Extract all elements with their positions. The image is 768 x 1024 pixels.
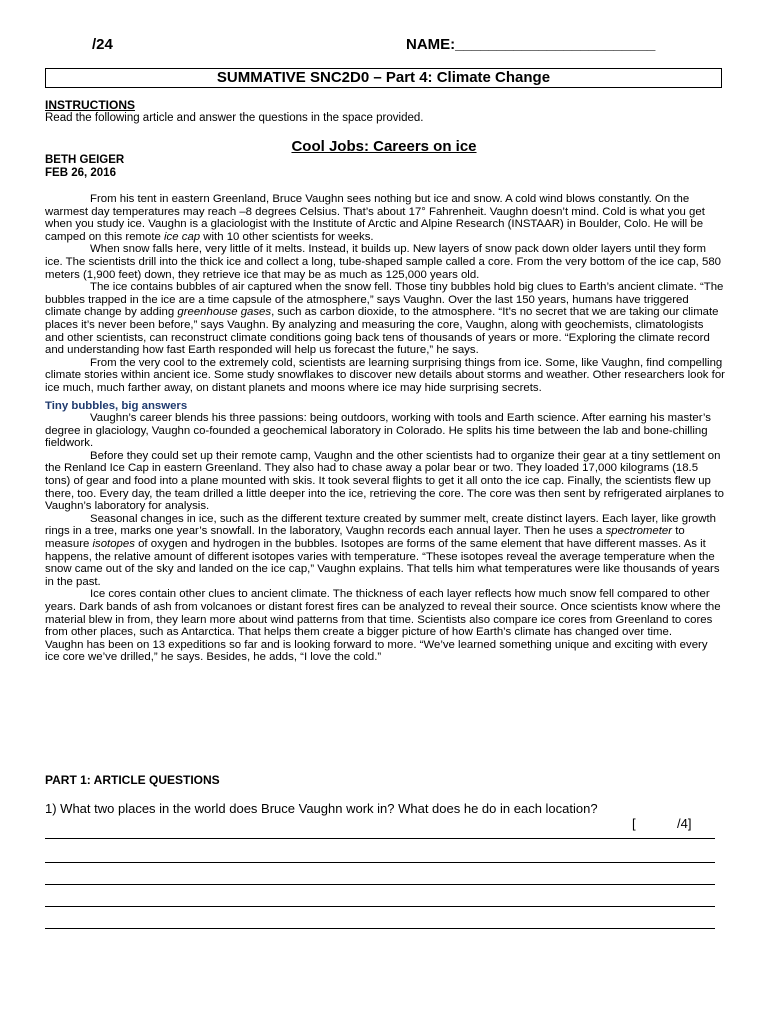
question-1: 1) What two places in the world does Bruce Vaughn work in? What does he do in each location? xyxy=(45,801,598,816)
article-byline xyxy=(45,154,124,180)
article-body xyxy=(45,193,725,664)
instructions-text: Read the following article and answer the questions in the space provided. xyxy=(45,112,424,124)
paragraph-5: Vaughn’s career blends his three passions: being outdoors, working with tools and Earth science. After earning his master’s degree in glaciology, Vaughn co-founded a geochemical laboratory in Colorado. He splits his time between the lab and bone-chilling fieldwork. xyxy=(45,412,711,450)
article-subheading: Tiny bubbles, big answers xyxy=(45,399,188,412)
paragraph-8: Ice cores contain other clues to ancient climate. The thickness of each layer reflects how much snow fell compared to other years. Dark bands of ash from volcanoes or distant forest fires can be analyzed to reveal their source. Once scientists know where the material blew in from, they learn more about wind patterns from that time. Scientists also compare ice cores from Greenland to cores from other places, such as Antarctica. That helps them create a bigger picture of how Earth’s climate has changed over time. xyxy=(45,588,721,639)
paragraph-9: Vaughn has been on 13 expeditions so far and is looking forward to more. “We’ve learned something unique and exciting with every ice core we’ve drilled,” he says. Besides, he adds, “I love the cold.” xyxy=(45,638,708,664)
article-date: FEB 26, 2016 xyxy=(45,167,116,179)
paragraph-1: From his tent in eastern Greenland, Bruce Vaughn sees nothing but ice and snow. A cold wind blows constantly. On the warmest day temperatures may reach –8 degrees Celsius. That’s about 17° Fahrenheit. Vaughn doesn’t mind. Cold is what you get when you study ice. Vaughn is a glaciologist with the Institute of Arctic and Alpine Research (INSTAAR) in Boulder, Colo. He will be camped on this remote ice cap with 10 other scientists for weeks. xyxy=(45,193,705,243)
article-title: Cool Jobs: Careers on ice xyxy=(291,138,477,155)
answer-line[interactable] xyxy=(45,862,715,863)
page-header xyxy=(0,36,768,56)
score-total: /24 xyxy=(92,36,113,53)
answer-line[interactable] xyxy=(45,928,715,929)
answer-line[interactable] xyxy=(45,906,715,907)
part1-heading: PART 1: ARTICLE QUESTIONS xyxy=(45,773,220,787)
paragraph-4: From the very cool to the extremely cold, scientists are learning surprising things from ice. Some, like Vaughn, find compelling climate stories within ancient ice. Some study snowflakes to discover new details about storms and weather. Other researchers look for ice much, much farther away, on distant planets and moons where ice may hide surprising secrets. xyxy=(45,356,725,394)
name-field-label: NAME:________________________ xyxy=(406,36,656,53)
paragraph-2: When snow falls here, very little of it melts. Instead, it builds up. New layers of snow pack down older layers until they form ice. The scientists drill into the thick ice and collect a long, tube-shaped sample called a core. From the very bottom of the ice cap, 580 meters (1,900 feet) down, they retrieve ice that may be as much as 125,000 years old. xyxy=(45,243,721,281)
instructions-heading: INSTRUCTIONS xyxy=(45,98,135,112)
paragraph-3: The ice contains bubbles of air captured when the snow fell. Those tiny bubbles hold big clues to Earth’s ancient climate. “The bubbles trapped in the ice are a time capsule of the atmosphere,” says Vaughn. Over the last 150 years, humans have triggered climate change by adding greenhouse gases, such as carbon dioxide, to the atmosphere. “It’s no secret that we are taking our climate places it’s never been before,” says Vaughn. By analyzing and measuring the core, Vaughn, along with geochemists, climatologists and other scientists, can reconstruct climate conditions going back tens of thousands of years or more. “Exploring the climate record and understanding how fast Earth responded will help us forecast the future,” he says. xyxy=(45,281,724,357)
answer-line[interactable] xyxy=(45,838,715,839)
answer-line[interactable] xyxy=(45,884,715,885)
article-author: BETH GEIGER xyxy=(45,154,125,166)
paragraph-7: Seasonal changes in ice, such as the different texture created by summer melt, create distinct layers. Each layer, like growth rings in a tree, marks one year’s snowfall. In the laboratory, Vaughn records each annual layer. Then he uses a spectrometer to measure isotopes of oxygen and hydrogen in the bubbles. Isotopes are forms of the same element that have different masses. As it happens, the relative amount of different isotopes varies with temperature. “These isotopes reveal the average temperature when the snow came out of the sky and landed on the ice cap,” Vaughn explains. That tells him what temperatures were like thousands of years in the past. xyxy=(45,512,720,588)
paragraph-6: Before they could set up their remote camp, Vaughn and the other scientists had to organize their gear at a tiny settlement on the Renland Ice Cap in eastern Greenland. They also had to chase away a polar bear or two. They loaded 17,000 kilograms (18.5 tons) of gear and food into a plane mounted with skis. It took several flights to get it all onto the ice cap. Finally, the scientists flew up there, too. Every day, the team drilled a little deeper into the ice, retrieving the core. The core was then sent by refrigerated airplanes to Vaughn’s laboratory for analysis. xyxy=(45,449,724,513)
summative-title: SUMMATIVE SNC2D0 – Part 4: Climate Change xyxy=(45,68,722,88)
